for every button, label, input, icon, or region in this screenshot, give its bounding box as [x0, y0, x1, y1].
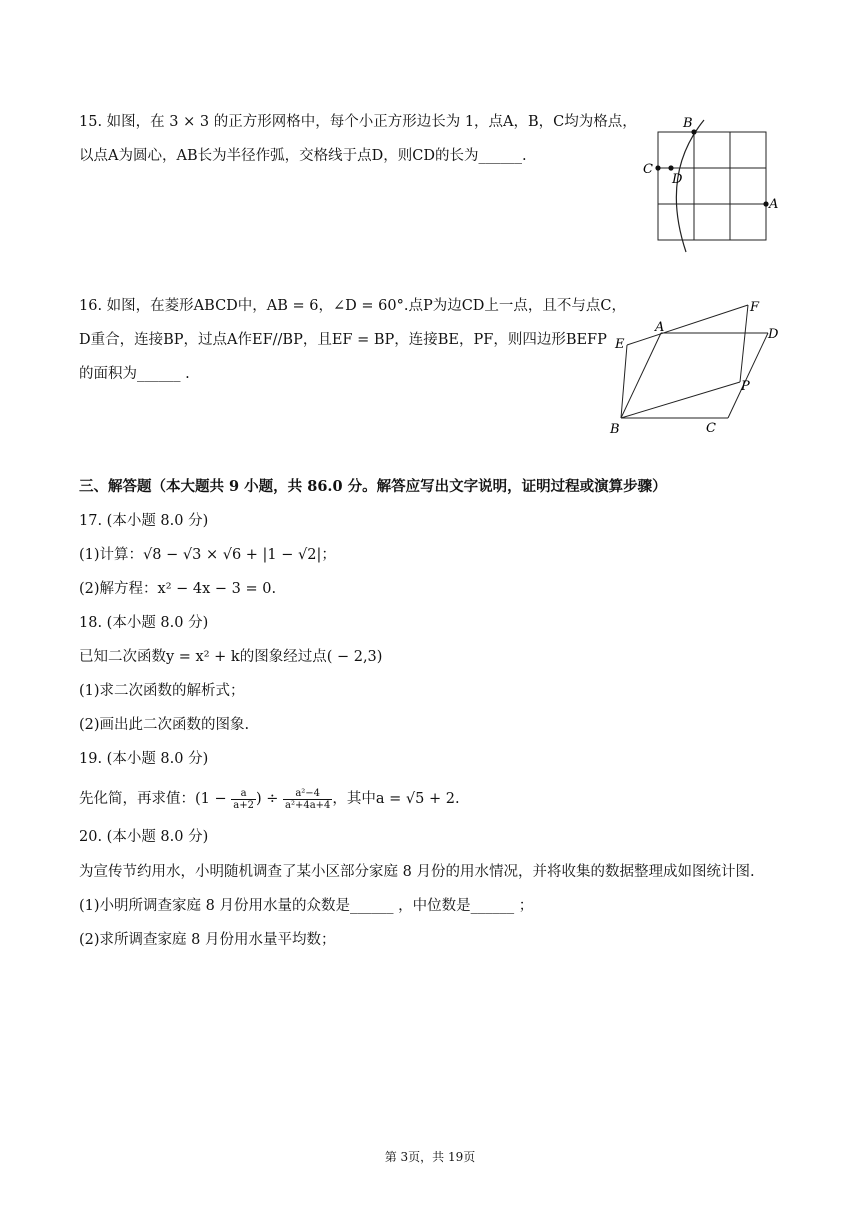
label-F: F	[750, 300, 760, 315]
label-A: A	[655, 320, 665, 335]
q20-part2: (2)求所调查家庭 8 月份用水量平均数；	[79, 932, 336, 948]
q19-frac1-numerator: a	[231, 788, 256, 800]
q20-part1: (1)小明所调查家庭 8 月份用水量的众数是______ ，中位数是______ ；	[79, 898, 534, 914]
q16-line3: 的面积为______ .	[79, 366, 190, 382]
q15-line1: 15. 如图，在 3 × 3 的正方形网格中，每个小正方形边长为 1，点A，B，C均为格点，	[79, 114, 637, 130]
label-C: C	[706, 421, 716, 436]
q19-prefix: 先化简，再求值：(1 −	[79, 791, 227, 807]
q18-part1: (1)求二次函数的解析式；	[79, 683, 245, 699]
q20-stem: 为宣传节约用水，小明随机调查了某小区部分家庭 8 月份的用水情况，并将收集的数据整理成如图统计图.	[79, 864, 755, 880]
q15-line2: 以点A为圆心，AB长为半径作弧，交格线于点D，则CD的长为______.	[79, 148, 527, 164]
label-P: P	[741, 379, 750, 394]
label-C: C	[643, 162, 653, 177]
label-B: B	[610, 422, 620, 437]
point-D-dot	[668, 165, 673, 170]
q19-fraction-1	[231, 788, 256, 811]
label-B: B	[683, 116, 693, 131]
label-D: D	[672, 172, 683, 187]
label-A: A	[769, 197, 779, 212]
q15-grid-figure	[638, 112, 788, 258]
q18-stem: 已知二次函数y = x² + k的图象经过点( − 2,3)	[79, 649, 383, 665]
q16-line2: D重合，连接BP，过点A作EF//BP，且EF = BP，连接BE，PF，则四边形BEFP	[79, 332, 607, 348]
q19-fraction-2	[283, 788, 332, 811]
q17-part2: (2)解方程：x² − 4x − 3 = 0.	[79, 581, 277, 597]
q18-part2: (2)画出此二次函数的图象.	[79, 717, 250, 733]
page-footer: 第 3页，共 19页	[384, 1150, 476, 1164]
point-C-dot	[655, 165, 660, 170]
q19-title: 19. (本小题 8.0 分)	[79, 751, 209, 767]
q18-title: 18. (本小题 8.0 分)	[79, 615, 209, 631]
section3-heading: 三、解答题（本大题共 9 小题，共 86.0 分。解答应写出文字说明，证明过程或演算步骤）	[79, 478, 667, 495]
point-A-dot	[763, 201, 768, 206]
label-E: E	[615, 337, 625, 352]
q19-expression	[79, 786, 460, 812]
q19-frac2-numerator: a²−4	[283, 788, 332, 800]
q17-title: 17. (本小题 8.0 分)	[79, 513, 209, 529]
q16-rhombus-figure	[600, 290, 800, 440]
q19-suffix: ，其中a = √5 + 2.	[332, 791, 460, 807]
q19-middle: ) ÷	[255, 791, 279, 807]
q19-frac2-denominator: a²+4a+4	[284, 799, 331, 811]
q16-line1: 16. 如图，在菱形ABCD中，AB = 6，∠D = 60°.点P为边CD上一点，且不与点C，	[79, 298, 627, 314]
label-D: D	[768, 327, 779, 342]
q17-part1: (1)计算：√8 − √3 × √6 + |1 − √2|；	[79, 547, 336, 563]
q19-frac1-denominator: a+2	[233, 799, 254, 811]
q20-title: 20. (本小题 8.0 分)	[79, 829, 209, 845]
